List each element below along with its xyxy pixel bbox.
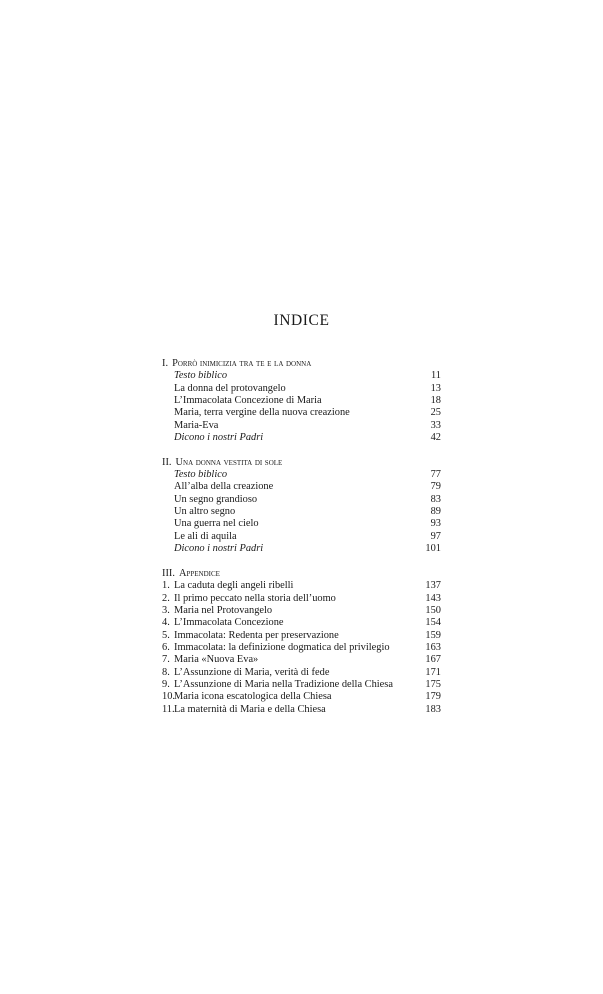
entry-number: 1. <box>162 580 170 592</box>
entry-number: 9. <box>162 678 170 690</box>
entry-title: Un altro segno <box>174 506 236 518</box>
entry-page-number: 171 <box>425 666 441 678</box>
toc-entry[interactable] <box>162 642 441 654</box>
toc-entry[interactable] <box>162 531 441 543</box>
entry-page-number: 18 <box>430 395 441 407</box>
toc-entry[interactable] <box>162 383 441 395</box>
section-number: I. <box>162 358 169 369</box>
entry-page-number: 42 <box>430 432 441 444</box>
entry-title: L’Immacolata Concezione <box>174 617 284 629</box>
entry-title: Testo biblico <box>174 370 228 382</box>
entry-title: Una guerra nel cielo <box>174 518 259 530</box>
toc-entry[interactable] <box>162 543 441 555</box>
toc-entry[interactable] <box>162 593 441 605</box>
entry-title: L’Immacolata Concezione di Maria <box>174 395 322 407</box>
entry-title: Maria nel Protovangelo <box>174 604 273 616</box>
entry-title: Un segno grandioso <box>174 493 258 505</box>
toc-entry[interactable] <box>162 691 441 703</box>
entry-page-number: 150 <box>425 604 441 616</box>
toc-entry[interactable] <box>162 481 441 493</box>
entry-page-number: 97 <box>430 530 441 542</box>
toc-entry[interactable] <box>162 407 441 419</box>
toc-entry[interactable] <box>162 420 441 432</box>
entry-title: Testo biblico <box>174 469 228 481</box>
entry-title: Maria, terra vergine della nuova creazione <box>174 407 350 419</box>
entry-page-number: 163 <box>425 641 441 653</box>
entry-number: 5. <box>162 629 170 641</box>
entry-title: L’Assunzione di Maria, verità di fede <box>174 666 330 678</box>
entry-number: 8. <box>162 666 170 678</box>
entry-page-number: 154 <box>425 617 441 629</box>
section-heading <box>162 358 441 370</box>
entry-number: 10. <box>162 691 175 703</box>
entry-title: Maria icona escatologica della Chiesa <box>174 691 332 703</box>
toc-section <box>162 358 441 444</box>
entry-number: 6. <box>162 641 170 653</box>
toc-entry[interactable] <box>162 370 441 382</box>
toc-section <box>162 457 441 556</box>
toc-entry[interactable] <box>162 395 441 407</box>
entry-title: Immacolata: la definizione dogmatica del privilegio <box>174 641 390 653</box>
entry-number: 3. <box>162 604 170 616</box>
toc-entry[interactable] <box>162 704 441 716</box>
toc-entry[interactable] <box>162 518 441 530</box>
entry-title: Dicono i nostri Padri <box>174 543 264 555</box>
toc-entry[interactable] <box>162 605 441 617</box>
table-of-contents <box>162 358 441 728</box>
section-title: Una donna vestita di sole <box>175 456 283 468</box>
entry-title: Le ali di aquila <box>174 530 237 542</box>
entry-page-number: 159 <box>425 629 441 641</box>
toc-entry[interactable] <box>162 679 441 691</box>
toc-entry[interactable] <box>162 469 441 481</box>
toc-entry[interactable] <box>162 667 441 679</box>
entry-title: L’Assunzione di Maria nella Tradizione della Chiesa <box>174 678 393 690</box>
section-number: II. <box>162 456 172 468</box>
entry-page-number: 83 <box>430 493 441 505</box>
entry-title: La donna del protovangelo <box>174 382 286 394</box>
entry-page-number: 79 <box>430 481 441 493</box>
entry-page-number: 167 <box>425 654 441 666</box>
entry-page-number: 89 <box>430 506 441 518</box>
entry-number: 4. <box>162 617 170 629</box>
section-heading <box>162 568 441 580</box>
toc-entry[interactable] <box>162 432 441 444</box>
section-title: Appendice <box>178 567 220 579</box>
entry-page-number: 13 <box>430 382 441 394</box>
page-title: INDICE <box>273 312 330 329</box>
entry-title: La maternità di Maria e della Chiesa <box>174 703 326 715</box>
entry-title: Dicono i nostri Padri <box>174 432 264 444</box>
entry-title: La caduta degli angeli ribelli <box>174 580 294 592</box>
entry-number: 2. <box>162 592 170 604</box>
entry-page-number: 179 <box>425 691 441 703</box>
entry-title: Maria-Eva <box>174 419 219 431</box>
entry-page-number: 143 <box>425 592 441 604</box>
entry-number: 11. <box>162 703 175 715</box>
entry-title: All’alba della creazione <box>174 481 274 493</box>
entry-page-number: 11 <box>430 370 441 382</box>
entry-page-number: 175 <box>425 678 441 690</box>
section-title: Porrò inimicizia tra te e la donna <box>172 358 312 369</box>
toc-entry[interactable] <box>162 654 441 666</box>
entry-page-number: 183 <box>425 703 441 715</box>
toc-entry[interactable] <box>162 630 441 642</box>
entry-title: Maria «Nuova Eva» <box>174 654 259 666</box>
toc-entry[interactable] <box>162 580 441 592</box>
toc-entry[interactable] <box>162 506 441 518</box>
entry-page-number: 101 <box>425 543 441 555</box>
entry-number: 7. <box>162 654 170 666</box>
section-number: III. <box>162 567 175 579</box>
entry-page-number: 33 <box>430 419 441 431</box>
toc-entry[interactable] <box>162 617 441 629</box>
section-heading <box>162 457 441 469</box>
entry-page-number: 93 <box>430 518 441 530</box>
entry-page-number: 77 <box>430 469 441 481</box>
entry-page-number: 25 <box>430 407 441 419</box>
toc-section <box>162 568 441 716</box>
entry-title: Il primo peccato nella storia dell’uomo <box>174 592 336 604</box>
entry-page-number: 137 <box>425 580 441 592</box>
entry-title: Immacolata: Redenta per preservazione <box>174 629 339 641</box>
toc-entry[interactable] <box>162 494 441 506</box>
